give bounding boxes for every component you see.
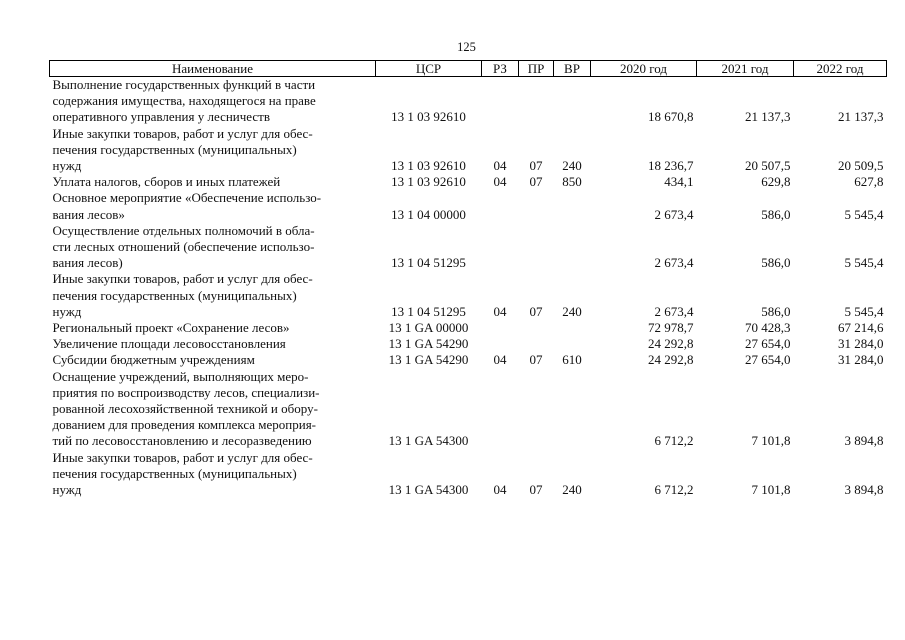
table-body: [50, 77, 887, 499]
row-name-line: Иные закупки товаров, работ и услуг для обес-: [52, 125, 313, 141]
row-value-2020: 2 673,4: [654, 255, 694, 271]
row-value-2022: 21 137,3: [838, 109, 884, 125]
row-name: [50, 336, 376, 352]
row-pr: 07: [529, 174, 543, 190]
row-value-2022: 67 214,6: [838, 320, 884, 336]
row-csr: 13 1 GA 54300: [388, 433, 469, 449]
row-name: [50, 450, 376, 499]
row-name-line: Оснащение учреждений, выполняющих меро-: [52, 368, 309, 384]
row-vr: 850: [562, 174, 582, 190]
row-name-line: тий по лесовосстановлению и лесоразведению: [52, 433, 312, 449]
row-vr: 240: [562, 482, 582, 498]
row-value-2021: 629,8: [761, 174, 791, 190]
row-csr: 13 1 03 92610: [391, 109, 466, 125]
row-rz: [482, 336, 519, 352]
row-vr: 610: [562, 352, 582, 368]
row-csr: 13 1 03 92610: [391, 158, 466, 174]
row-value-2022: 627,8: [854, 174, 884, 190]
row-name-line: Выполнение государственных функций в части: [52, 77, 316, 92]
row-value-2021: 70 428,3: [745, 320, 791, 336]
row-pr: [519, 190, 554, 222]
row-name: [50, 190, 376, 222]
table-row: [50, 223, 887, 272]
row-csr: 13 1 04 00000: [391, 206, 466, 222]
row-value-2021: 7 101,8: [751, 482, 791, 498]
row-name-line: Субсидии бюджетным учреждениям: [52, 352, 255, 368]
row-name: [50, 352, 376, 368]
row-name-line: сти лесных отношений (обеспечение использо-: [52, 239, 315, 255]
header-name: Наименование: [50, 61, 376, 77]
row-pr: [519, 369, 554, 450]
row-csr: 13 1 GA 54290: [388, 352, 469, 368]
table-row: [50, 320, 887, 336]
row-name-line: оперативного управления у лесничеств: [52, 109, 270, 125]
row-name-line: вания лесов): [52, 255, 123, 271]
row-name: [50, 271, 376, 320]
row-pr: 07: [529, 352, 543, 368]
row-name: [50, 174, 376, 190]
table-row: [50, 271, 887, 320]
row-name-line: Осуществление отдельных полномочий в обла-: [52, 222, 315, 238]
row-csr: 13 1 04 51295: [391, 255, 466, 271]
row-name-line: рованной лесохозяйственной техникой и обору-: [52, 401, 318, 417]
table-row: [50, 336, 887, 352]
row-vr: [554, 190, 591, 222]
row-value-2021: 586,0: [761, 303, 791, 319]
header-2021: 2021 год: [697, 61, 794, 77]
header-csr: ЦСР: [376, 61, 482, 77]
page-number: 125: [457, 40, 476, 54]
row-name-line: содержания имущества, находящегося на праве: [52, 93, 316, 109]
row-name: [50, 77, 376, 126]
header-rz: РЗ: [482, 61, 519, 77]
header-pr: ПР: [519, 61, 554, 77]
row-value-2021: 586,0: [761, 206, 791, 222]
header-vr: ВР: [554, 61, 591, 77]
row-value-2021: 21 137,3: [745, 109, 791, 125]
budget-table: [49, 60, 887, 498]
row-value-2020: 434,1: [664, 174, 694, 190]
table-row: [50, 450, 887, 499]
row-vr: [554, 336, 591, 352]
row-rz: 04: [493, 174, 507, 190]
row-vr: [554, 223, 591, 272]
row-name: [50, 369, 376, 450]
row-value-2020: 18 670,8: [648, 109, 694, 125]
row-pr: 07: [529, 158, 543, 174]
row-rz: [482, 320, 519, 336]
row-name-line: Иные закупки товаров, работ и услуг для обес-: [52, 449, 313, 465]
row-value-2020: 2 673,4: [654, 303, 694, 319]
table-row: [50, 126, 887, 175]
row-name-line: дованием для проведения комплекса мероприя-: [52, 417, 316, 433]
row-name-line: печения государственных (муниципальных): [52, 141, 297, 157]
row-value-2020: 18 236,7: [648, 158, 694, 174]
row-csr: 13 1 GA 00000: [388, 320, 469, 336]
row-value-2020: 24 292,8: [648, 336, 694, 352]
row-pr: 07: [529, 482, 543, 498]
row-value-2021: 20 507,5: [745, 158, 791, 174]
row-rz: 04: [493, 158, 507, 174]
row-csr: 13 1 GA 54290: [388, 336, 469, 352]
row-rz: [482, 369, 519, 450]
row-name-line: Увеличение площади лесовосстановления: [52, 336, 286, 352]
row-vr: 240: [562, 158, 582, 174]
row-value-2021: 27 654,0: [745, 352, 791, 368]
table-row: [50, 369, 887, 450]
row-name: [50, 126, 376, 175]
row-pr: [519, 320, 554, 336]
row-value-2021: 27 654,0: [745, 336, 791, 352]
table-row: [50, 190, 887, 222]
row-value-2022: 3 894,8: [844, 433, 884, 449]
row-pr: [519, 223, 554, 272]
row-value-2022: 5 545,4: [844, 303, 884, 319]
row-csr: 13 1 GA 54300: [388, 482, 469, 498]
row-rz: [482, 190, 519, 222]
row-value-2020: 6 712,2: [654, 433, 694, 449]
row-name-line: нужд: [52, 303, 82, 319]
row-value-2022: 3 894,8: [844, 482, 884, 498]
row-name-line: Региональный проект «Сохранение лесов»: [52, 320, 290, 336]
row-rz: 04: [493, 482, 507, 498]
row-rz: 04: [493, 352, 507, 368]
table-row: [50, 77, 887, 126]
row-vr: [554, 77, 591, 126]
row-value-2021: 7 101,8: [751, 433, 791, 449]
row-value-2020: 6 712,2: [654, 482, 694, 498]
row-name: [50, 320, 376, 336]
row-vr: [554, 369, 591, 450]
row-vr: [554, 320, 591, 336]
row-value-2020: 24 292,8: [648, 352, 694, 368]
header-row: [50, 61, 887, 77]
row-pr: [519, 77, 554, 126]
row-name: [50, 223, 376, 272]
row-name-line: нужд: [52, 482, 82, 498]
row-value-2022: 5 545,4: [844, 206, 884, 222]
row-rz: [482, 77, 519, 126]
row-value-2021: 586,0: [761, 255, 791, 271]
row-name-line: нужд: [52, 158, 82, 174]
row-value-2020: 72 978,7: [648, 320, 694, 336]
row-rz: [482, 223, 519, 272]
row-name-line: Иные закупки товаров, работ и услуг для обес-: [52, 271, 313, 287]
row-rz: 04: [493, 303, 507, 319]
row-name-line: печения государственных (муниципальных): [52, 465, 297, 481]
row-name-line: Основное мероприятие «Обеспечение использо-: [52, 190, 322, 206]
row-value-2022: 31 284,0: [838, 336, 884, 352]
table-row: [50, 174, 887, 190]
row-value-2022: 20 509,5: [838, 158, 884, 174]
row-value-2022: 5 545,4: [844, 255, 884, 271]
row-value-2022: 31 284,0: [838, 352, 884, 368]
row-name-line: печения государственных (муниципальных): [52, 287, 297, 303]
header-2022: 2022 год: [794, 61, 887, 77]
row-csr: 13 1 04 51295: [391, 303, 466, 319]
header-2020: 2020 год: [591, 61, 697, 77]
row-value-2020: 2 673,4: [654, 206, 694, 222]
row-name-line: Уплата налогов, сборов и иных платежей: [52, 174, 281, 190]
row-csr: 13 1 03 92610: [391, 174, 466, 190]
row-name-line: приятия по воспроизводству лесов, специализи-: [52, 384, 320, 400]
row-name-line: вания лесов»: [52, 206, 125, 222]
row-pr: [519, 336, 554, 352]
row-vr: 240: [562, 303, 582, 319]
table-row: [50, 352, 887, 368]
row-pr: 07: [529, 303, 543, 319]
